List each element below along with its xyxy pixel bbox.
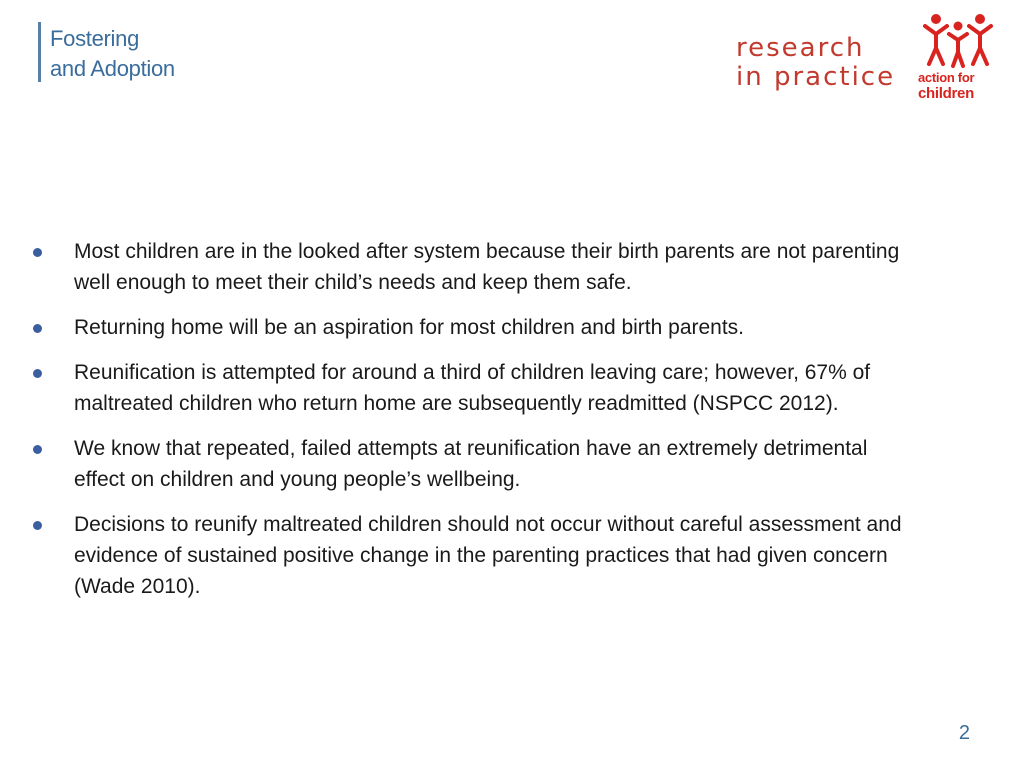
bullet-text: Most children are in the looked after system because their birth parents are not parenting well enough to meet their child’s needs and keep them safe. (74, 240, 900, 294)
children-figures-icon (922, 12, 994, 68)
bullet-dot-icon (33, 369, 42, 378)
bullet-text: Reunification is attempted for around a third of children leaving care; however, 67% of maltreated children who return home are subsequently readmitted (NSPCC 2012). (74, 361, 871, 415)
bullet-dot-icon (33, 521, 42, 530)
header-divider (38, 22, 41, 82)
bullet-item (30, 357, 920, 419)
rip-logo-line2: in practice (736, 62, 896, 92)
afc-logo-text (918, 70, 998, 102)
brand-title-line1: Fostering (50, 26, 140, 51)
action-for-children-logo (918, 12, 998, 112)
brand-title (50, 24, 175, 84)
bullet-list (30, 236, 920, 616)
bullet-item (30, 433, 920, 495)
bullet-item (30, 312, 920, 343)
bullet-text: We know that repeated, failed attempts at reunification have an extremely detrimental effect on children and young people’s wellbeing. (74, 437, 868, 491)
bullet-text: Decisions to reunify maltreated children should not occur without careful assessment and evidence of sustained positive change in the parenting practices that had given concern (Wade 2010). (74, 513, 902, 598)
brand-title-line2: and Adoption (50, 56, 175, 81)
bullet-dot-icon (33, 248, 42, 257)
afc-logo-line1: action for (918, 70, 975, 85)
bullet-text: Returning home will be an aspiration for most children and birth parents. (74, 316, 745, 339)
afc-logo-line2: children (918, 85, 974, 102)
bullet-dot-icon (33, 324, 42, 333)
bullet-item (30, 236, 920, 298)
rip-logo-line1: research (736, 33, 865, 63)
bullet-dot-icon (33, 445, 42, 454)
research-in-practice-logo (736, 34, 895, 92)
page-number: 2 (958, 722, 970, 744)
bullet-item (30, 509, 920, 602)
